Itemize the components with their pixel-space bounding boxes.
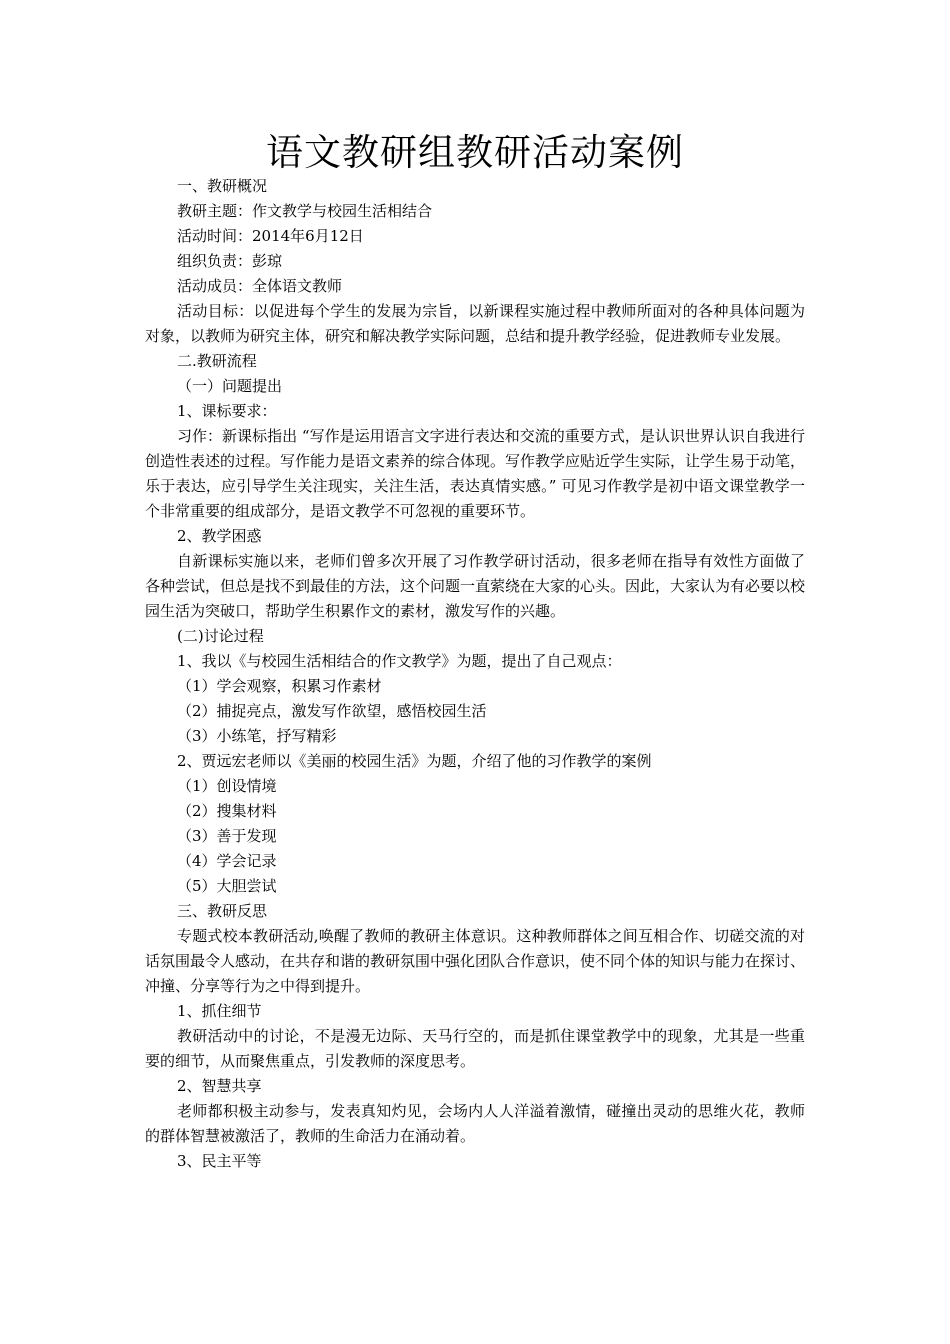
list-item: （4）学会记录 [177, 852, 277, 870]
section-heading-process: 二.教研流程 [177, 352, 257, 370]
paragraph-members: 活动成员：全体语文教师 [177, 277, 343, 295]
list-item: （3）小练笔，抒写精彩 [177, 727, 337, 745]
paragraph-organizer: 组织负责：彭琼 [177, 252, 283, 270]
list-item: 2、贾远宏老师以《美丽的校园生活》为题，介绍了他的习作教学的案例 [177, 752, 652, 770]
list-item: 1、我以《与校园生活相结合的作文教学》为题，提出了自己观点： [177, 652, 622, 670]
item-heading-confusion: 2、教学困惑 [177, 527, 262, 545]
item-heading-details: 1、抓住细节 [177, 1002, 262, 1020]
document-body [145, 174, 805, 1174]
list-item: （1）创设情境 [177, 777, 277, 795]
list-item: （2）搜集材料 [177, 802, 277, 820]
paragraph-reflection: 专题式校本教研活动,唤醒了教师的教研主体意识。这种教师群体之间互相合作、切磋交流的对话氛围最令人感动，在共存和谐的教研氛围中强化团队合作意识，使不同个体的知识与能力在探讨、冲撞、分享等行为之中得到提升。 [145, 927, 806, 995]
list-item: （3）善于发现 [177, 827, 277, 845]
section-heading-reflection: 三、教研反思 [177, 902, 268, 920]
item-heading-wisdom: 2、智慧共享 [177, 1077, 262, 1095]
subsection-heading-problem: （一）问题提出 [177, 377, 283, 395]
list-item: （1）学会观察，积累习作素材 [177, 677, 382, 695]
paragraph-curriculum: 习作：新课标指出 “写作是运用语言文字进行表达和交流的重要方式，是认识世界认识自我进行创造性表述的过程。写作能力是语文素养的综合体现。写作教学应贴近学生实际，让学生易于动笔，乐于表达，应引导学生关注现实，关注生活，表达真情实感。” 可见习作教学是初中语文课堂教学一个非常重要的组成部分，是语文教学不可忽视的重要环节。 [145, 427, 806, 520]
paragraph-confusion: 自新课标实施以来，老师们曾多次开展了习作教学研讨活动，很多老师在指导有效性方面做了各种尝试，但总是找不到最佳的方法，这个问题一直萦绕在大家的心头。因此，大家认为有必要以校园生活为突破口，帮助学生积累作文的素材，激发写作的兴趣。 [145, 552, 806, 620]
item-heading-curriculum: 1、课标要求： [177, 402, 277, 420]
paragraph-topic: 教研主题：作文教学与校园生活相结合 [177, 202, 433, 220]
subsection-heading-discussion: (二)讨论过程 [177, 627, 264, 645]
paragraph-wisdom: 老师都积极主动参与，发表真知灼见，会场内人人洋溢着激情，碰撞出灵动的思维火花，教师的群体智慧被激活了，教师的生命活力在涌动着。 [145, 1102, 805, 1145]
paragraph-date: 活动时间：2014年6月12日 [177, 227, 364, 245]
list-item: （5）大胆尝试 [177, 877, 277, 895]
paragraph-details: 教研活动中的讨论，不是漫无边际、天马行空的，而是抓住课堂教学中的现象，尤其是一些重要的细节，从而聚焦重点，引发教师的深度思考。 [145, 1027, 805, 1070]
item-heading-democracy: 3、民主平等 [177, 1152, 262, 1170]
list-item: （2）捕捉亮点，激发写作欲望，感悟校园生活 [177, 702, 487, 720]
section-heading-overview: 一、教研概况 [177, 177, 268, 195]
paragraph-goal: 活动目标：以促进每个学生的发展为宗旨，以新课程实施过程中教师所面对的各种具体问题为对象，以教师为研究主体，研究和解决教学实际问题，总结和提升教学经验，促进教师专业发展。 [145, 302, 805, 345]
document-title: 语文教研组教研活动案例 [266, 131, 684, 174]
